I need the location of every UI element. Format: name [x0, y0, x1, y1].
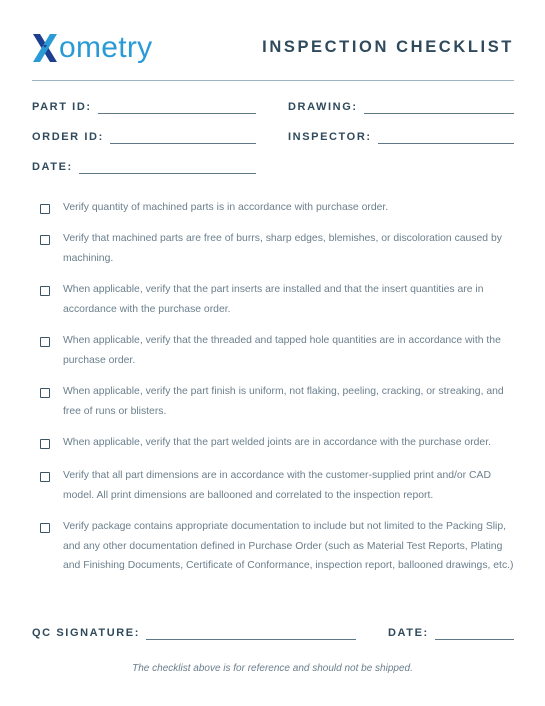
- inspector-field[interactable]: [288, 126, 514, 144]
- xometry-logo: [32, 28, 153, 68]
- date-label: DATE:: [32, 161, 73, 173]
- checklist-item: [40, 435, 516, 453]
- qc-signature-field[interactable]: [32, 622, 356, 640]
- drawing-line[interactable]: [364, 101, 514, 114]
- part-id-field[interactable]: [32, 96, 256, 114]
- field-row-3: [32, 156, 514, 174]
- footer-note: The checklist above is for reference and should not be shipped.: [132, 663, 413, 674]
- checklist-item-text: When applicable, verify that the part inserts are installed and that the insert quantities are in accordance with the purchase order.: [63, 284, 484, 315]
- checklist-item: [40, 468, 516, 505]
- checklist-item-text: Verify quantity of machined parts is in accordance with purchase order.: [63, 202, 389, 213]
- document-title: INSPECTION CHECKLIST: [262, 38, 514, 56]
- checklist-item: [40, 231, 516, 268]
- checklist-item: [40, 282, 516, 319]
- date-line[interactable]: [79, 161, 256, 174]
- checklist-item-text: Verify that all part dimensions are in accordance with the customer-supplied print and/or CAD model. All print dimensions are ballooned and correlated to the inspection report.: [63, 470, 491, 501]
- part-id-line[interactable]: [98, 101, 256, 114]
- order-id-label: ORDER ID:: [32, 131, 104, 143]
- qc-signature-line[interactable]: [146, 627, 356, 640]
- drawing-field[interactable]: [288, 96, 514, 114]
- checkbox[interactable]: [40, 388, 50, 398]
- header: [32, 28, 514, 72]
- logo-text: ometry: [59, 31, 153, 64]
- checkbox[interactable]: [40, 337, 50, 347]
- checklist-item-text: When applicable, verify that the threaded and tapped hole quantities are in accordance with the purchase order.: [63, 335, 501, 366]
- signature-date-field[interactable]: [388, 622, 514, 640]
- field-row-1: [32, 96, 514, 114]
- checklist-item-text: When applicable, verify the part finish is uniform, not flaking, peeling, cracking, or streaking, and free of runs or blisters.: [63, 386, 504, 417]
- part-id-label: PART ID:: [32, 101, 92, 113]
- date-field[interactable]: [32, 156, 256, 174]
- checkbox[interactable]: [40, 523, 50, 533]
- signature-row: [32, 622, 514, 640]
- xometry-x-logo-icon: [32, 31, 58, 65]
- checkbox[interactable]: [40, 472, 50, 482]
- checklist-item: [40, 200, 516, 218]
- inspector-label: INSPECTOR:: [288, 131, 372, 143]
- checklist-item: [40, 384, 516, 421]
- order-id-line[interactable]: [110, 131, 256, 144]
- header-divider: [32, 80, 514, 81]
- signature-date-line[interactable]: [435, 627, 514, 640]
- checklist-item-text: Verify that machined parts are free of burrs, sharp edges, blemishes, or discoloration caused by machining.: [63, 233, 502, 264]
- signature-date-label: DATE:: [388, 627, 429, 639]
- checkbox[interactable]: [40, 439, 50, 449]
- checkbox[interactable]: [40, 204, 50, 214]
- drawing-label: DRAWING:: [288, 101, 358, 113]
- checkbox[interactable]: [40, 286, 50, 296]
- inspector-line[interactable]: [378, 131, 514, 144]
- checklist-item-text: When applicable, verify that the part welded joints are in accordance with the purchase order.: [63, 437, 491, 448]
- checkbox[interactable]: [40, 235, 50, 245]
- qc-signature-label: QC SIGNATURE:: [32, 627, 140, 639]
- checklist-item: [40, 333, 516, 370]
- order-id-field[interactable]: [32, 126, 256, 144]
- checklist-item-text: Verify package contains appropriate documentation to include but not limited to the Packing Slip, and any other documentation defined in Purchase Order (such as Material Test Reports, Plating and Finishing Documents, Certificate of Conformance, inspection report, ballooned drawings, etc.): [63, 521, 514, 571]
- checklist-item: [40, 519, 516, 576]
- field-row-2: [32, 126, 514, 144]
